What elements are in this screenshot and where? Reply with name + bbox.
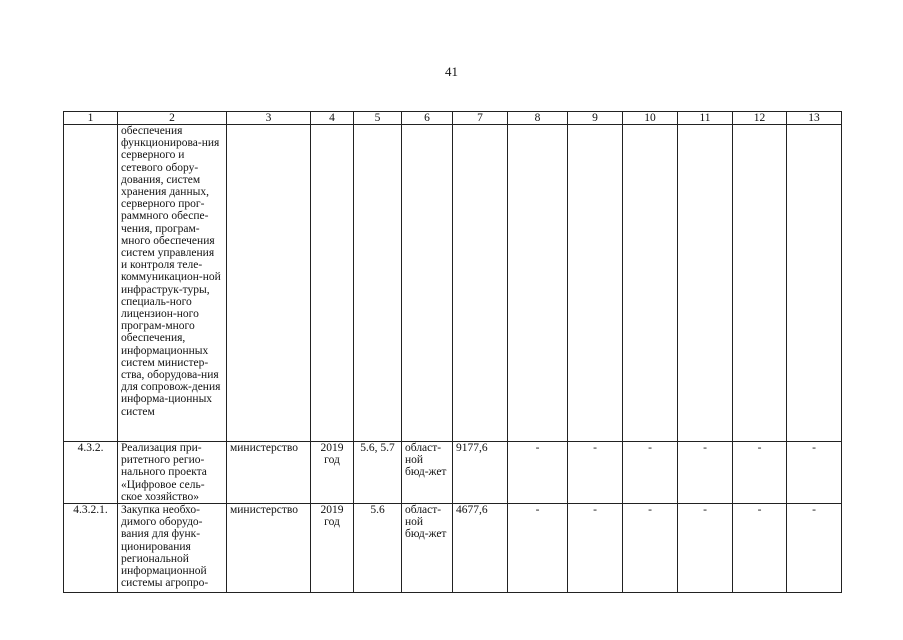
row-period: 2019 год (311, 442, 354, 504)
row-value-11: - (678, 504, 733, 593)
row-amount: 4677,6 (453, 504, 508, 593)
column-number-11: 11 (678, 112, 733, 125)
table-header-row (64, 112, 842, 125)
column-number-7: 7 (453, 112, 508, 125)
row-indicator: 5.6, 5.7 (354, 442, 402, 504)
row-amount (453, 125, 508, 442)
row-executor: министерство (227, 442, 311, 504)
row-value-9: - (568, 442, 623, 504)
row-value-10: - (623, 504, 678, 593)
row-description: Закупка необхо-димого оборудо-вания для функ-ционирования региональной информационной системы агропро- (118, 504, 227, 593)
row-code: 4.3.2. (64, 442, 118, 504)
column-number-4: 4 (311, 112, 354, 125)
row-value-13 (787, 125, 842, 442)
row-value-9 (568, 125, 623, 442)
column-number-9: 9 (568, 112, 623, 125)
row-indicator (354, 125, 402, 442)
row-source: област-ной бюд-жет (402, 504, 453, 593)
page-number: 41 (445, 64, 458, 79)
budget-table (63, 111, 842, 593)
row-description: обеспечения функционирова-ния серверного и сетевого обору-дования, систем хранения данных, серверного прог-раммного обеспе-чения, програм-много обеспечения систем управления и контроля теле-коммуникацион-ной инфраструк-туры, специаль-ного лицензион-ного програм-много обеспечения, информационных систем министер-ства, оборудова-ния для сопровож-дения информа-ционных систем (118, 125, 227, 442)
row-value-11: - (678, 442, 733, 504)
column-number-2: 2 (118, 112, 227, 125)
column-number-8: 8 (508, 112, 568, 125)
table-row (64, 504, 842, 593)
row-code (64, 125, 118, 442)
row-indicator: 5.6 (354, 504, 402, 593)
row-value-13: - (787, 504, 842, 593)
row-description: Реализация при-ритетного регио-нального проекта «Цифровое сель-ское хозяйство» (118, 442, 227, 504)
row-value-10 (623, 125, 678, 442)
row-period: 2019 год (311, 504, 354, 593)
column-number-13: 13 (787, 112, 842, 125)
row-executor: министерство (227, 504, 311, 593)
row-value-13: - (787, 442, 842, 504)
row-value-8: - (508, 504, 568, 593)
column-number-6: 6 (402, 112, 453, 125)
row-value-12: - (733, 442, 787, 504)
row-value-10: - (623, 442, 678, 504)
column-number-10: 10 (623, 112, 678, 125)
row-amount: 9177,6 (453, 442, 508, 504)
column-number-1: 1 (64, 112, 118, 125)
row-value-12: - (733, 504, 787, 593)
column-number-12: 12 (733, 112, 787, 125)
table-row (64, 442, 842, 504)
row-value-12 (733, 125, 787, 442)
row-value-8 (508, 125, 568, 442)
column-number-3: 3 (227, 112, 311, 125)
row-value-11 (678, 125, 733, 442)
row-source (402, 125, 453, 442)
row-executor (227, 125, 311, 442)
row-value-9: - (568, 504, 623, 593)
row-period (311, 125, 354, 442)
row-source: област-ной бюд-жет (402, 442, 453, 504)
row-code: 4.3.2.1. (64, 504, 118, 593)
column-number-5: 5 (354, 112, 402, 125)
table-row (64, 125, 842, 442)
row-value-8: - (508, 442, 568, 504)
